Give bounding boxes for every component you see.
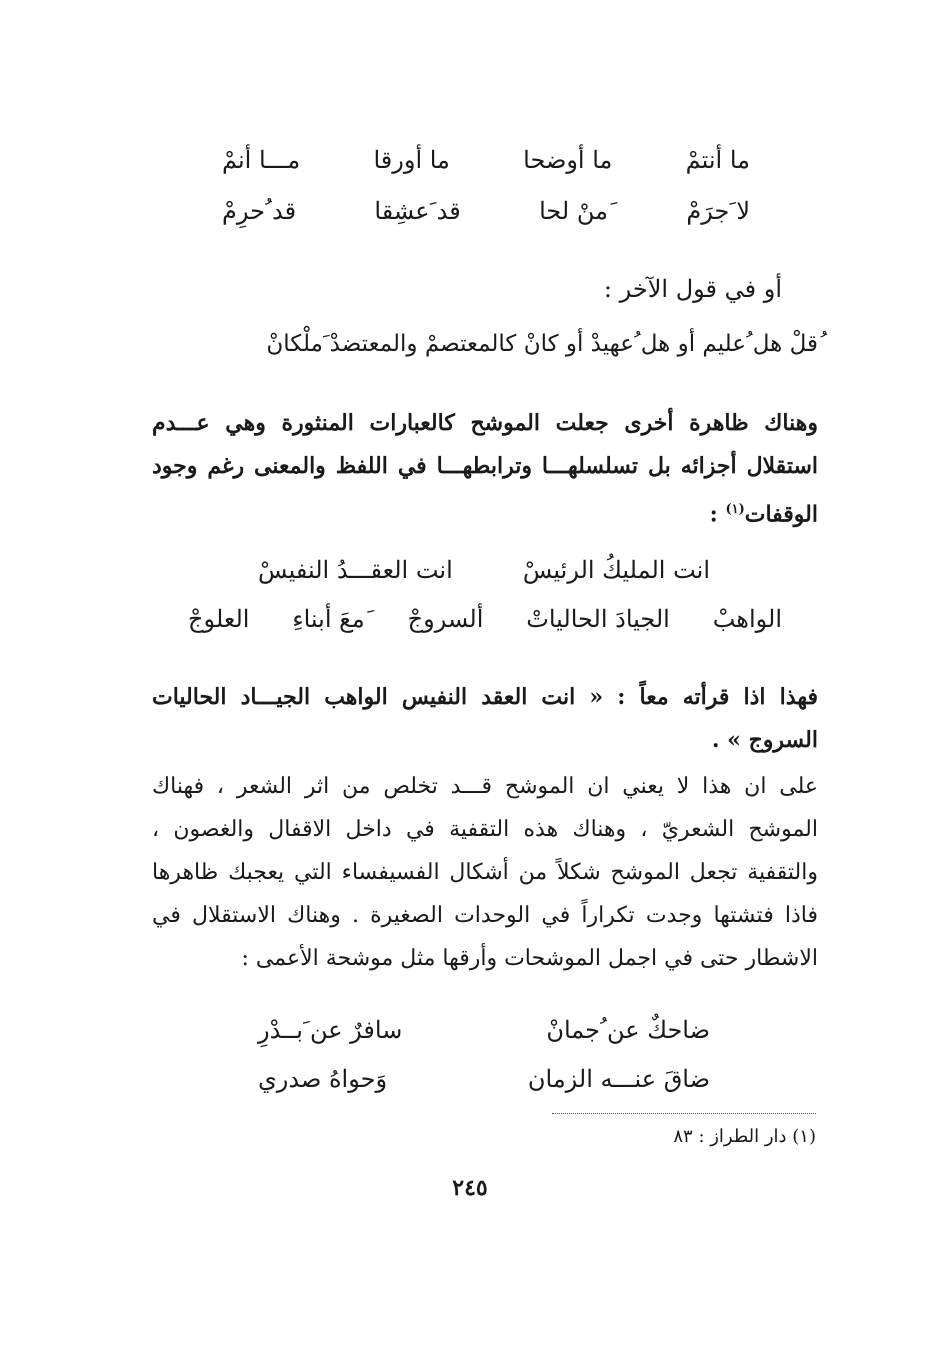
hemistich: وَحواهُ صدري — [258, 1065, 388, 1093]
hemistich: الواهبْ — [712, 605, 782, 633]
footnote-reference: (١) — [725, 502, 745, 517]
hemistich: َمعَ أبناءِ — [292, 605, 365, 633]
hemistich: ضاقَ عنـــه الزمان — [527, 1065, 710, 1093]
hemistich: انت المليكُ الرئيسْ — [522, 556, 710, 584]
page-number: ٢٤٥ — [452, 1175, 488, 1201]
hemistich: العلوجْ — [188, 605, 250, 633]
hemistich: لا َجرَمْ — [686, 197, 750, 225]
verse-4-line-2 — [258, 1062, 710, 1096]
hemistich: ما أورقا — [373, 146, 450, 174]
footnote-separator — [552, 1113, 816, 1114]
hemistich: قد َعشِقا — [374, 197, 461, 225]
paragraph-1 — [152, 402, 818, 536]
paragraph-2: فهذا اذا قرأته معاً : « انت العقد النفيس الواهب الجيـــاد الحاليات السروج » . — [152, 684, 818, 753]
hemistich: ما أنتمْ — [685, 146, 750, 174]
hemistich: ألسروجْ — [407, 605, 484, 633]
hemistich: الجيادَ الحالياتْ — [526, 605, 670, 633]
hemistich: مـــا أنمْ — [222, 146, 301, 174]
verse-2-intro: أو في قول الآخر : — [603, 275, 782, 303]
verse-2-line: ُقلْ هل ُعليم أو هل ُعهيدْ أو كانْ كالمعتصمْ والمعتضدْ َملْكانْ — [266, 331, 818, 357]
hemistich: قد ُحرِمْ — [222, 197, 297, 225]
hemistich: ضاحكٌ عن ُجمانْ — [546, 1016, 710, 1044]
hemistich: انت العقـــدُ النفيسْ — [258, 556, 453, 584]
paragraph-3: على ان هذا لا يعني ان الموشح قـــد تخلص من اثر الشعر ، فهناك الموشح الشعريّ ، وهناك هذه التقفية في داخل الاقفال والغصون ، والتقفية تجعل الموشح شكلاً من أشكال الفسيفساء التي يعجبك ظاهرها فاذا فتشتها وجدت تكراراً في الوحدات الصغيرة . وهناك الاستقلال في الاشطار حتى في اجمل الموشحات وأرقها مثل موشحة الأعمى : — [152, 774, 818, 971]
paragraph-1-text: وهناك ظاهرة أخرى جعلت الموشح كالعبارات المنثورة وهي عـــدم استقلال أجزائه بل تسلسلهـــا وترابطهـــا في اللفظ والمعنى رغم وجود الوقفات — [152, 410, 818, 528]
hemistich: َمنْ لحا — [539, 197, 608, 225]
paragraph-1-ending: : — [709, 501, 726, 528]
verse-3-line-1 — [258, 553, 710, 587]
hemistich: سافرٌ عن َبــدْرِ — [258, 1016, 403, 1044]
hemistich: ما أوضحا — [523, 146, 613, 174]
verse-4-line-1 — [258, 1013, 710, 1047]
verse-3-line-2 — [188, 602, 782, 636]
verse-1-line-2 — [222, 194, 750, 228]
footnote: (١) دار الطراز : ٨٣ — [673, 1126, 816, 1147]
verse-1-line-1 — [222, 143, 750, 177]
